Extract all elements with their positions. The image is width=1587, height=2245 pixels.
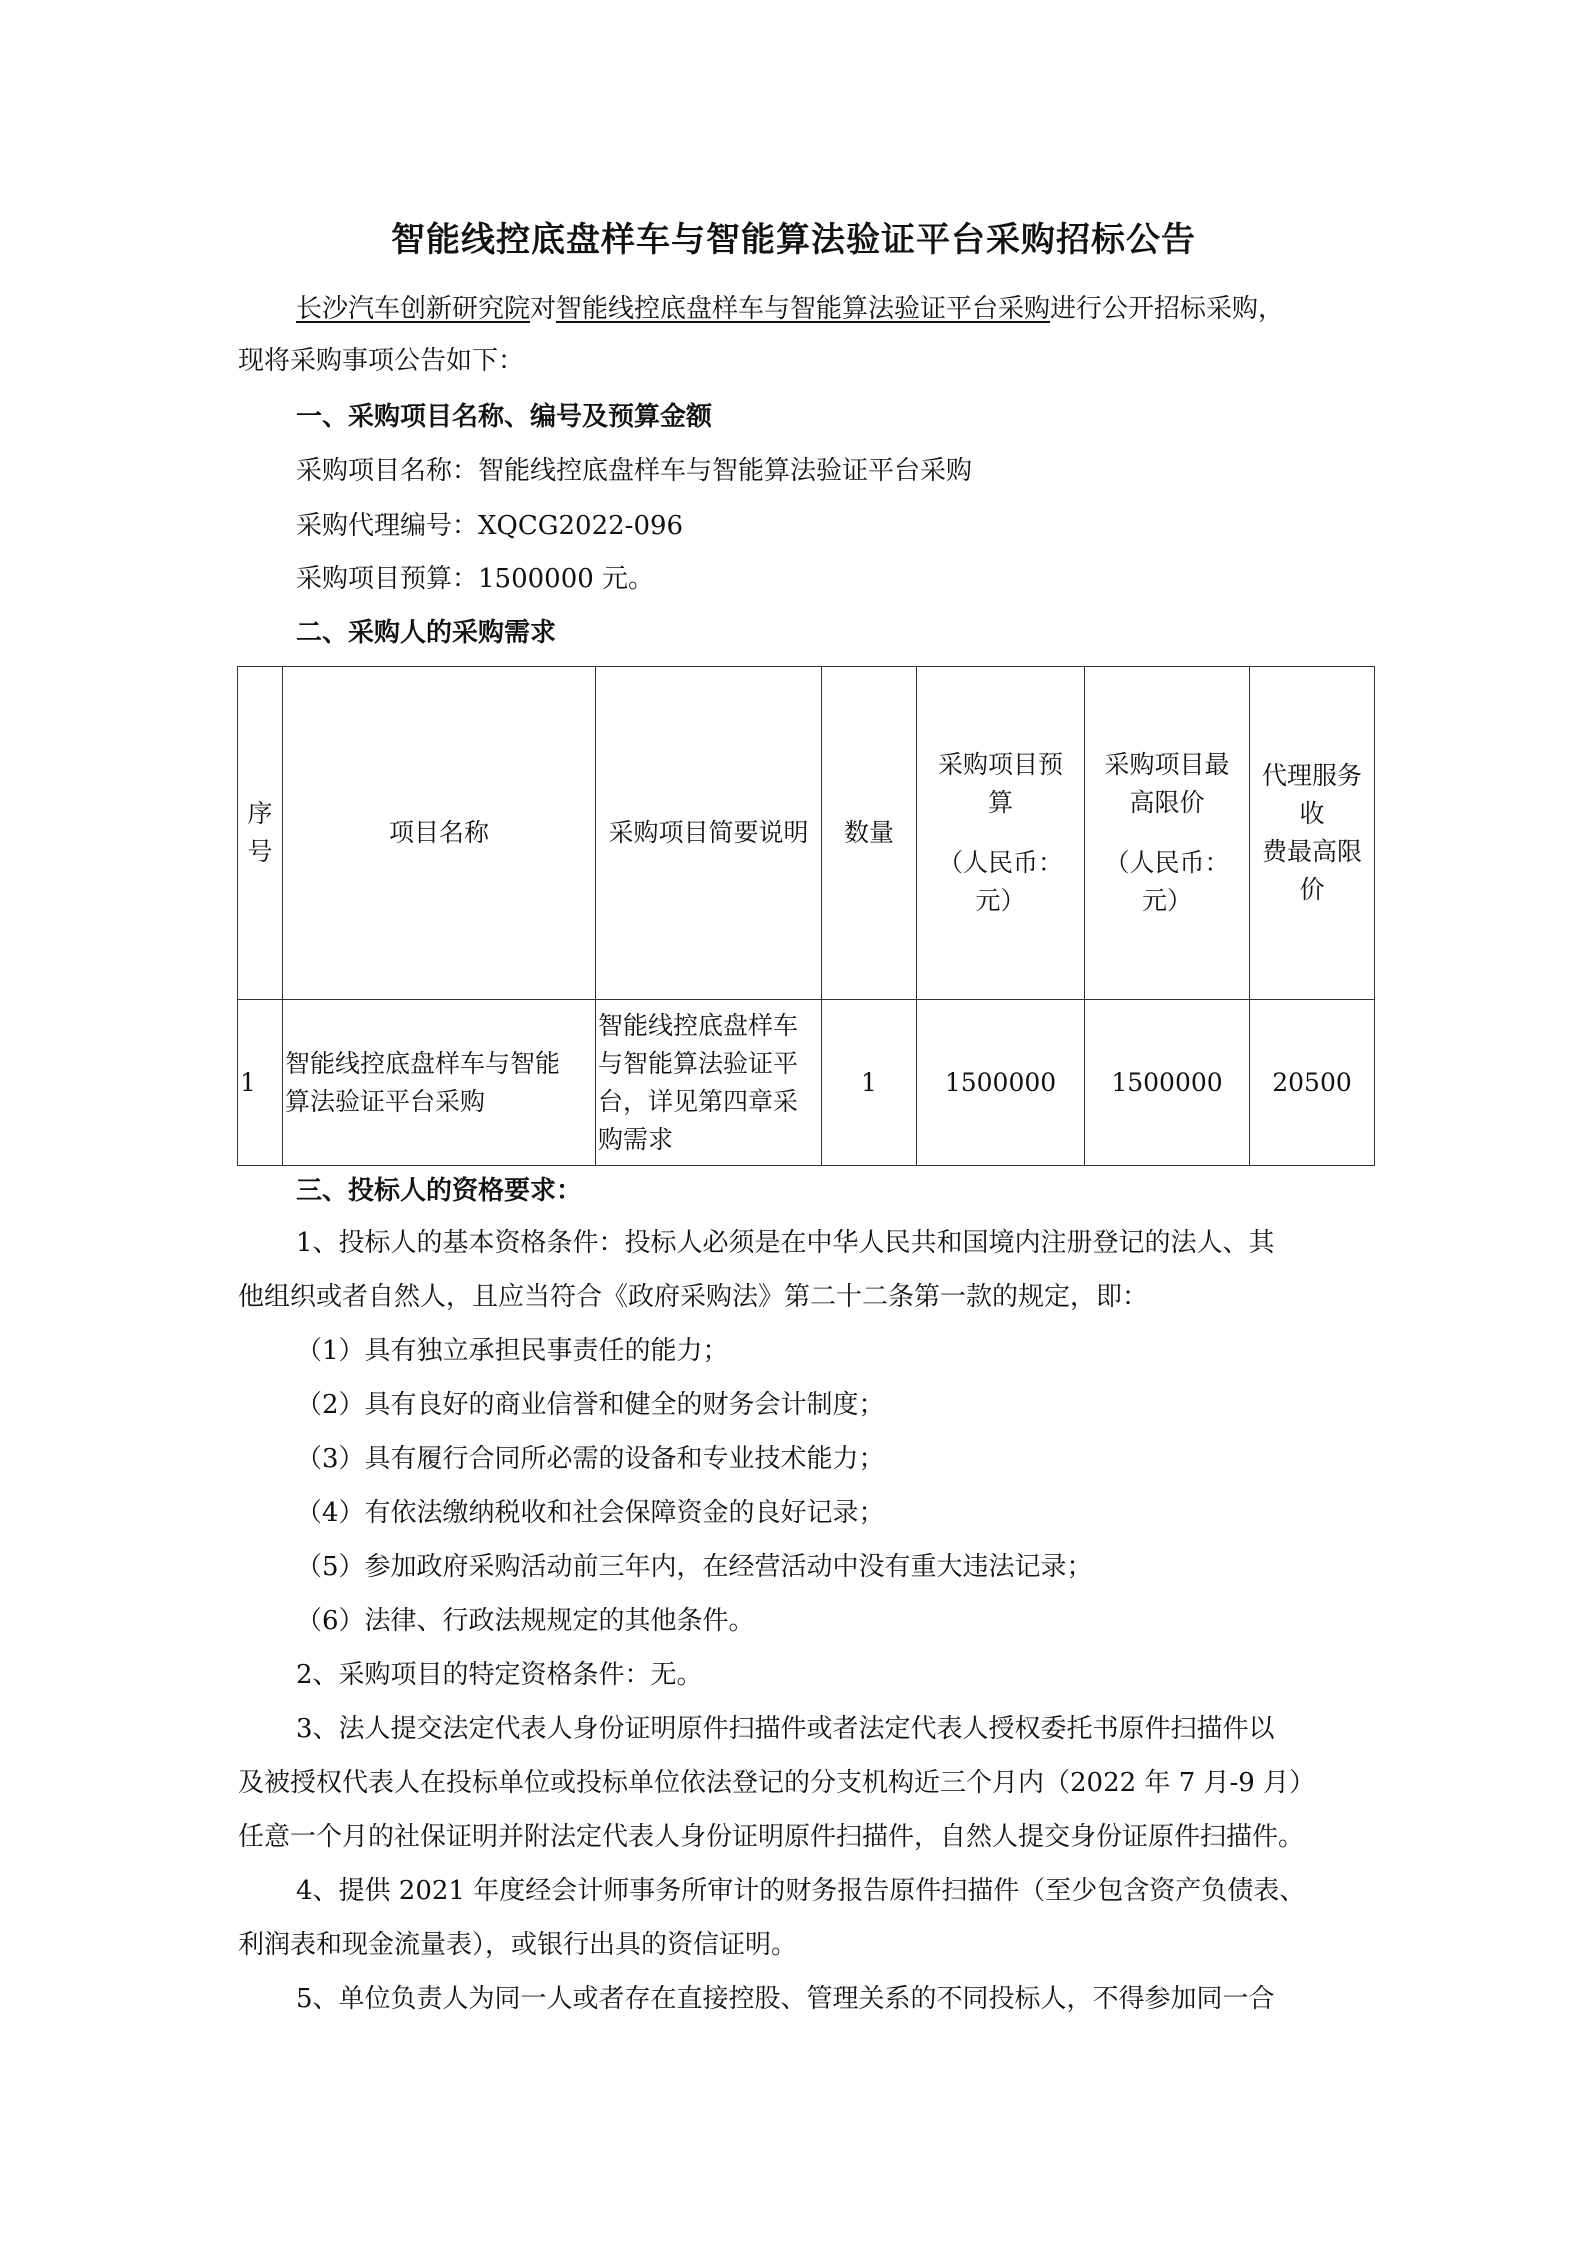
intro-line-1 xyxy=(296,288,1284,325)
row-max-price: 1500000 xyxy=(1085,1000,1250,1166)
row-name: 智能线控底盘样车与智能 算法验证平台采购 xyxy=(283,1000,596,1166)
para-4-line-2: 利润表和现金流量表），或银行出具的资信证明。 xyxy=(238,1930,798,1960)
para-4-line-1: 4、提供 2021 年度经会计师事务所审计的财务报告原件扫描件（至少包含资产负债表、 xyxy=(296,1876,1306,1906)
section-2-heading: 二、采购人的采购需求 xyxy=(296,618,557,648)
intro-line-2: 现将采购事项公告如下： xyxy=(238,346,525,376)
budget-line: 采购项目预算：1500000 元。 xyxy=(296,564,655,594)
header-max-price: 采购项目最 高限价 （人民币： 元） xyxy=(1085,667,1250,1000)
project-name-line: 采购项目名称：智能线控底盘样车与智能算法验证平台采购 xyxy=(296,456,973,486)
intro-mid: 对 xyxy=(530,294,557,324)
para-5-line-1: 5、单位负责人为同一人或者存在直接控股、管理关系的不同投标人，不得参加同一合 xyxy=(296,1984,1275,2014)
row-agency-fee: 20500 xyxy=(1250,1000,1375,1166)
header-desc: 采购项目简要说明 xyxy=(596,667,822,1000)
row-qty: 1 xyxy=(822,1000,917,1166)
item-1: （1）具有独立承担民事责任的能力； xyxy=(296,1336,729,1366)
header-agency-fee: 代理服务收 费最高限价 xyxy=(1250,667,1375,1000)
para-1-line-2: 他组织或者自然人，且应当符合《政府采购法》第二十二条第一款的规定，即： xyxy=(238,1282,1149,1312)
requirements-table xyxy=(237,666,1375,1166)
section-1-heading: 一、采购项目名称、编号及预算金额 xyxy=(296,402,713,432)
header-name: 项目名称 xyxy=(283,667,596,1000)
para-3-line-1: 3、法人提交法定代表人身份证明原件扫描件或者法定代表人授权委托书原件扫描件以 xyxy=(296,1714,1275,1744)
header-qty: 数量 xyxy=(822,667,917,1000)
intro-org: 长沙汽车创新研究院 xyxy=(296,294,531,324)
para-1-line-1: 1、投标人的基本资格条件：投标人必须是在中华人民共和国境内注册登记的法人、其 xyxy=(296,1228,1275,1258)
para-3-line-2: 及被授权代表人在投标单位或投标单位依法登记的分支机构近三个月内（2022 年 7 月-9 月） xyxy=(238,1768,1316,1798)
item-5: （5）参加政府采购活动前三年内，在经营活动中没有重大违法记录； xyxy=(296,1552,1093,1582)
header-seq: 序 号 xyxy=(238,667,283,1000)
row-budget: 1500000 xyxy=(917,1000,1085,1166)
row-desc: 智能线控底盘样车 与智能算法验证平 台，详见第四章采 购需求 xyxy=(596,1000,822,1166)
item-6: （6）法律、行政法规规定的其他条件。 xyxy=(296,1606,755,1636)
table-header-row xyxy=(238,667,1375,1000)
para-2: 2、采购项目的特定资格条件：无。 xyxy=(296,1660,703,1690)
intro-project: 智能线控底盘样车与智能算法验证平台采购 xyxy=(556,294,1051,324)
row-seq: 1 xyxy=(238,1000,283,1166)
agency-code-line: 采购代理编号：XQCG2022-096 xyxy=(296,511,684,541)
section-3-heading: 三、投标人的资格要求： xyxy=(296,1176,583,1206)
intro-tail: 进行公开招标采购， xyxy=(1050,294,1285,324)
item-2: （2）具有良好的商业信誉和健全的财务会计制度； xyxy=(296,1390,885,1420)
item-3: （3）具有履行合同所必需的设备和专业技术能力； xyxy=(296,1444,885,1474)
header-budget: 采购项目预 算 （人民币： 元） xyxy=(917,667,1085,1000)
table-row xyxy=(238,1000,1375,1166)
page-title: 智能线控底盘样车与智能算法验证平台采购招标公告 xyxy=(391,220,1196,260)
item-4: （4）有依法缴纳税收和社会保障资金的良好记录； xyxy=(296,1498,885,1528)
para-3-line-3: 任意一个月的社保证明并附法定代表人身份证明原件扫描件，自然人提交身份证原件扫描件。 xyxy=(238,1822,1305,1852)
